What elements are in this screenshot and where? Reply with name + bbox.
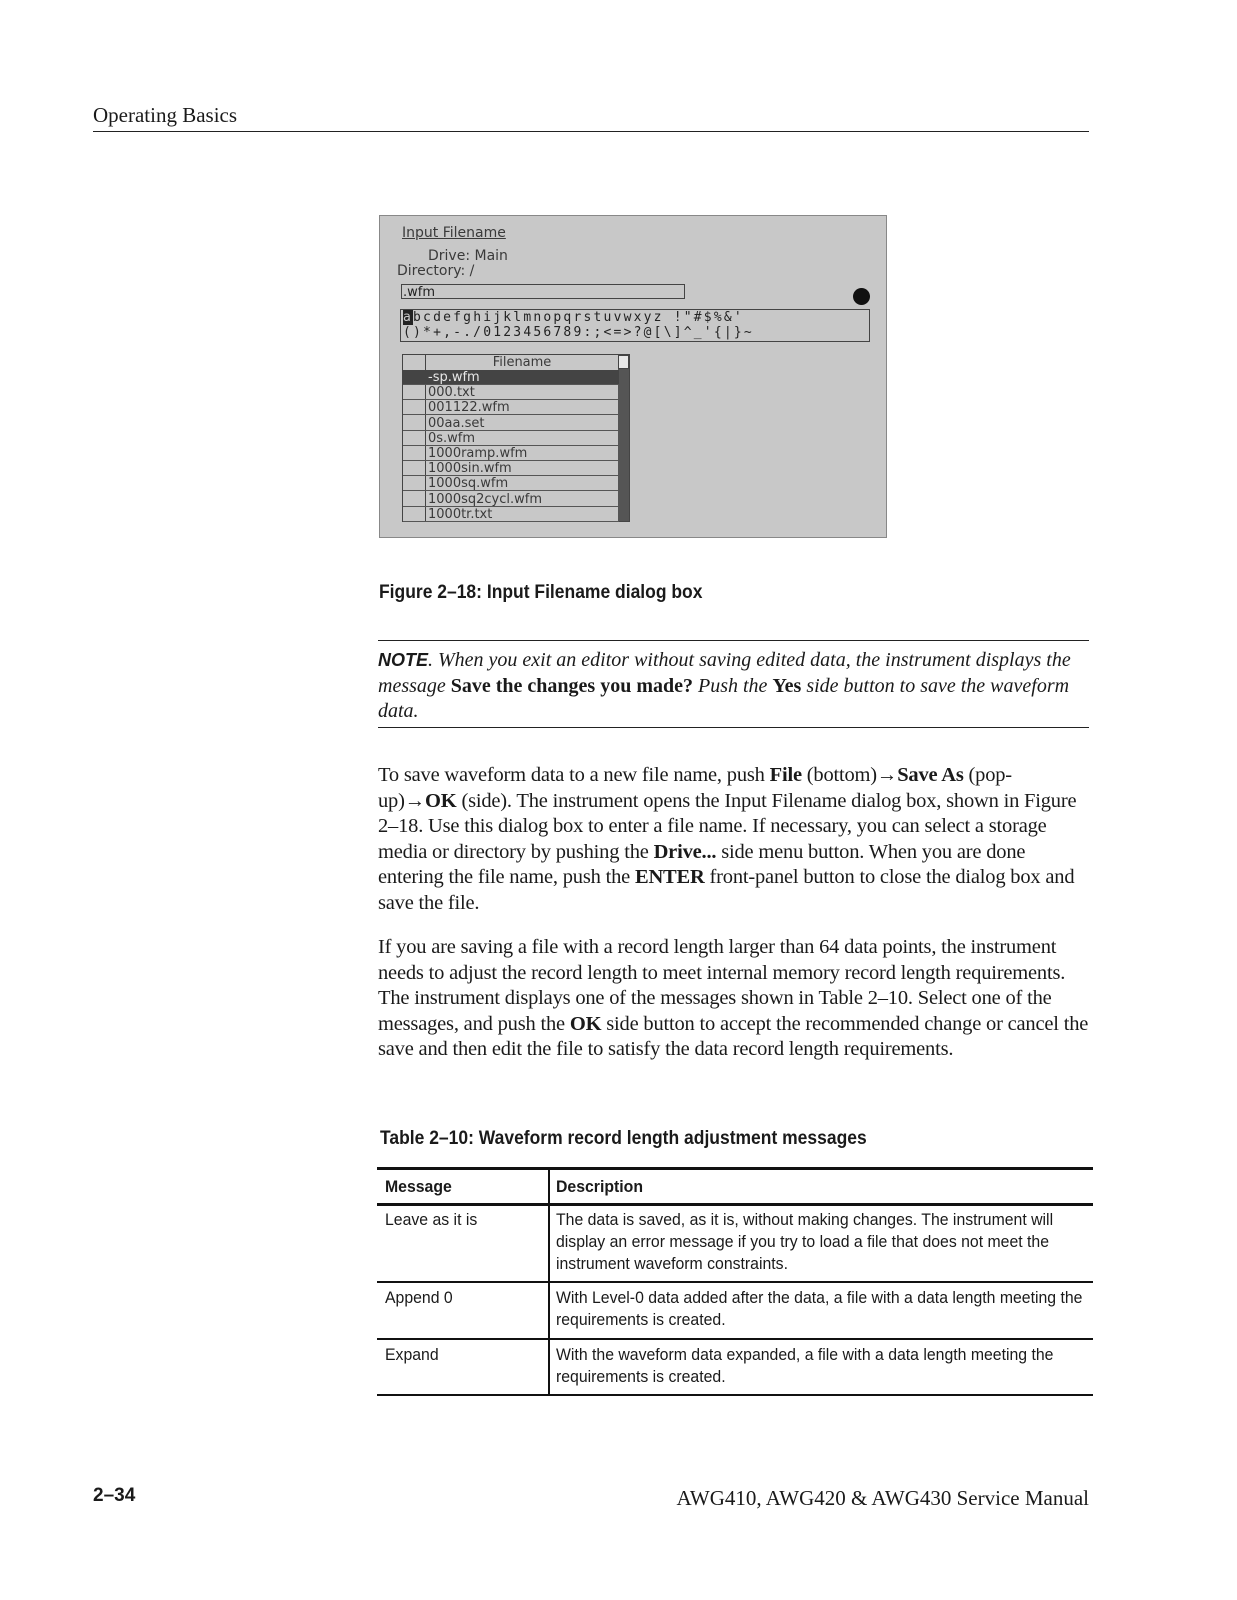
file-list-scrollbar[interactable] (618, 355, 629, 521)
file-list-item[interactable] (403, 431, 619, 446)
file-list-item[interactable] (403, 385, 619, 400)
para-text: (pop-up)→ (378, 764, 1012, 812)
file-list-item[interactable] (403, 400, 619, 415)
manual-title: AWG410, AWG420 & AWG430 Service Manual (676, 1486, 1089, 1510)
file-name: 1000tr.txt (428, 506, 493, 522)
para-bold: Drive... (653, 840, 717, 863)
note-label: NOTE (378, 650, 429, 670)
file-list-item[interactable] (403, 507, 619, 522)
filename-input[interactable]: .wfm (401, 284, 685, 299)
para-text: (bottom)→ (801, 764, 898, 786)
body-paragraph-1 (378, 763, 1090, 917)
table-caption: Table 2–10: Waveform record length adjustment messages (380, 1128, 867, 1149)
para-bold: OK (569, 1012, 602, 1035)
file-name: 1000sq.wfm (428, 476, 509, 492)
selected-character[interactable]: a (403, 310, 414, 325)
file-list-item[interactable] (403, 416, 619, 431)
note-block (378, 648, 1090, 725)
table-row-rule (377, 1281, 1093, 1283)
para-bold: Save As (897, 764, 964, 786)
table-row-description: With Level-0 data added after the data, a file with a data length meeting the requirements is created. (556, 1288, 1083, 1329)
header-rule (93, 131, 1089, 132)
file-list[interactable] (402, 354, 630, 522)
table-row-message: Append 0 (385, 1288, 453, 1307)
table-row-message: Leave as it is (385, 1210, 478, 1229)
table-row-rule (377, 1338, 1093, 1340)
file-list-header: Filename (425, 355, 619, 371)
running-header: Operating Basics (93, 103, 238, 127)
table-header-rule (377, 1203, 1093, 1206)
file-name: 001122.wfm (428, 400, 510, 416)
character-palette-row-1-chars[interactable]: bcdefghijklmnopqrstuvwxyz !"#$%&' (413, 310, 744, 325)
file-name: 00aa.set (428, 415, 485, 431)
note-top-rule (378, 640, 1089, 641)
file-list-item[interactable] (403, 492, 619, 507)
page-number: 2–34 (93, 1485, 136, 1506)
file-list-item[interactable] (403, 446, 619, 461)
dialog-title: Input Filename (402, 225, 506, 241)
figure-caption: Figure 2–18: Input Filename dialog box (379, 582, 703, 603)
note-text: side button to save the waveform data. (378, 674, 1070, 722)
drive-label: Drive: Main (428, 248, 508, 264)
para-text: (side). The instrument opens the Input Filename dialog box, shown in Figure 2–18. Use this dialog box to enter a file name. If necessary, you can select a storage media or directory by pushing the (378, 789, 1077, 863)
file-name: 0s.wfm (428, 430, 476, 446)
para-bold: ENTER (634, 866, 705, 889)
character-palette-row-2[interactable]: ()*+,-./0123456789:;<=>?@[\]^_'{|}~ (403, 325, 754, 340)
table-bottom-rule (377, 1394, 1093, 1396)
file-name: 1000sin.wfm (428, 461, 512, 477)
table-header-message: Message (385, 1177, 452, 1196)
scrollbar-thumb[interactable] (618, 355, 629, 369)
para-text: To save waveform data to a new file name, push (378, 764, 770, 786)
table-top-rule (377, 1167, 1093, 1170)
note-text: Push the (693, 674, 773, 697)
note-yes-bold: Yes (772, 674, 802, 697)
para-bold: File (769, 764, 802, 786)
note-bottom-rule (378, 727, 1089, 728)
file-list-item[interactable] (403, 476, 619, 491)
note-text: . When you exit an editor without saving edited data, the instrument displays the message (378, 649, 1071, 697)
para-bold: OK (425, 789, 457, 812)
para-text: side button to accept the recommended change or cancel the save and then edit the file to satisfy the data record length requirements. (378, 1012, 1089, 1061)
directory-label: Directory: / (397, 263, 475, 279)
file-name: 1000sq2cycl.wfm (428, 491, 542, 507)
file-name: -sp.wfm (428, 370, 480, 385)
file-name: 1000ramp.wfm (428, 446, 528, 461)
table-header-description: Description (556, 1177, 643, 1196)
file-list-item[interactable] (403, 461, 619, 476)
note-message-bold: Save the changes you made? (450, 674, 693, 697)
file-list-item[interactable] (403, 370, 619, 385)
para-text: If you are saving a file with a record length larger than 64 data points, the instrument needs to adjust the record length to meet internal memory record length requirements. The instrument displays one of the messages shown in Table 2–10. Select one of the messages, and push the (378, 936, 1066, 1035)
para-text: front-panel button to close the dialog box and save the file. (378, 866, 1075, 914)
character-palette-row-1[interactable] (403, 310, 744, 325)
body-paragraph-2 (378, 935, 1090, 1063)
table-row-description: With the waveform data expanded, a file with a data length meeting the requirements is created. (556, 1345, 1054, 1386)
character-palette[interactable] (400, 309, 870, 342)
general-purpose-knob-icon (853, 288, 870, 305)
file-name: 000.txt (428, 385, 475, 401)
table-row-message: Expand (385, 1345, 439, 1364)
input-filename-dialog-figure (379, 215, 887, 538)
para-text: side menu button. When you are done entering the file name, push the (378, 840, 1026, 889)
table-row-description: The data is saved, as it is, without making changes. The instrument will display an error message if you try to load a file that does not meet the instrument waveform constraints. (556, 1210, 1054, 1273)
